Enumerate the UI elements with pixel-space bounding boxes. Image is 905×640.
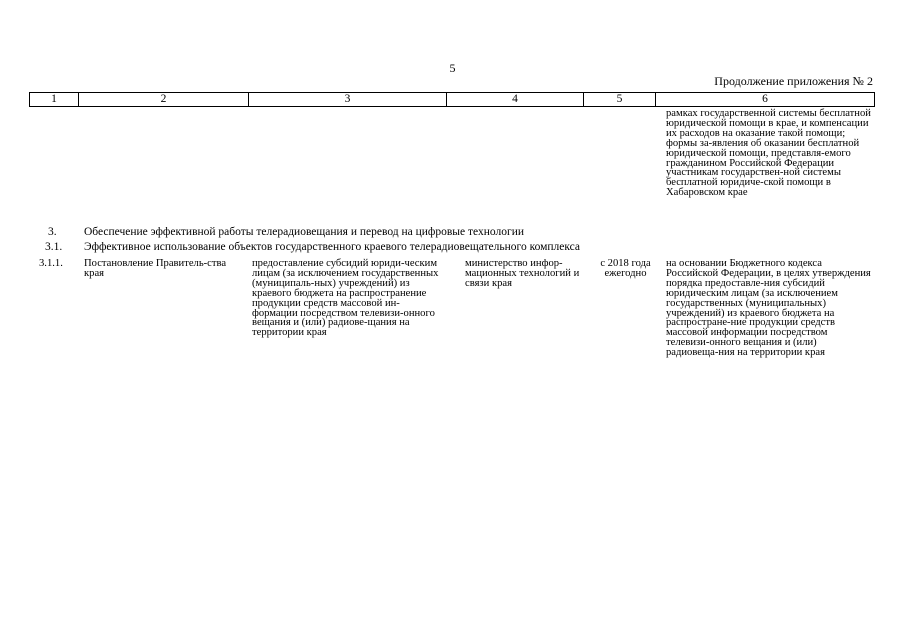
- column-number-1: 1: [30, 93, 79, 107]
- responsible-executor-cell: министерство инфор-мационных технологий и связи края: [465, 258, 580, 289]
- column-number-2: 2: [79, 93, 249, 107]
- row-number: 3.1.1.: [39, 258, 63, 269]
- continuation-label: Продолжение приложения № 2: [714, 74, 873, 88]
- column-number-6: 6: [656, 93, 875, 107]
- column-number-4: 4: [447, 93, 584, 107]
- page-number: 5: [449, 61, 456, 75]
- description-cell: предоставление субсидий юриди-ческим лицам (за исключением государственных (муниципаль-ных) учреждений) из краевого бюджета на распространение продукции средств массовой ин-формации посредством телевизи-онного вещания и (или) радиове-щания на территории края: [252, 258, 439, 339]
- rationale-cell: на основании Бюджетного кодекса Российской Федерации, в целях утверждения порядка предоставле-ния субсидий юридическим лицам (за исключением государственных (муниципальных) учреждений) из краевого бюджета на распростране-ние продукции средств массовой информации посредством телевизи-онного вещания и (или) радиовеща-ния на территории края: [666, 258, 871, 359]
- section-title: Обеспечение эффективной работы телерадиовещания и перевод на цифровые технологии: [84, 226, 525, 238]
- column-header-row: [29, 92, 875, 107]
- carryover-text-column-6: рамках государственной системы бесплатной юридической помощи в крае, и компенсации их расходов на оказание такой помощи; формы за-явления об оказании бесплатной юридической помощи, представля-емого гражданином Российской Федерации участникам государствен-ной системы бесплатной юридиче-ской помощи в Хабаровском крае: [666, 108, 871, 199]
- column-number-3: 3: [249, 93, 447, 107]
- subsection-title: Эффективное использование объектов государственного краевого телерадиовещательного комплекса: [84, 241, 581, 253]
- deadline-cell: с 2018 года ежегодно: [600, 258, 651, 279]
- section-number: 3.: [48, 226, 57, 238]
- column-number-5: 5: [584, 93, 656, 107]
- subsection-number: 3.1.: [45, 241, 63, 253]
- document-type-cell: Постановление Правитель-ства края: [84, 258, 227, 279]
